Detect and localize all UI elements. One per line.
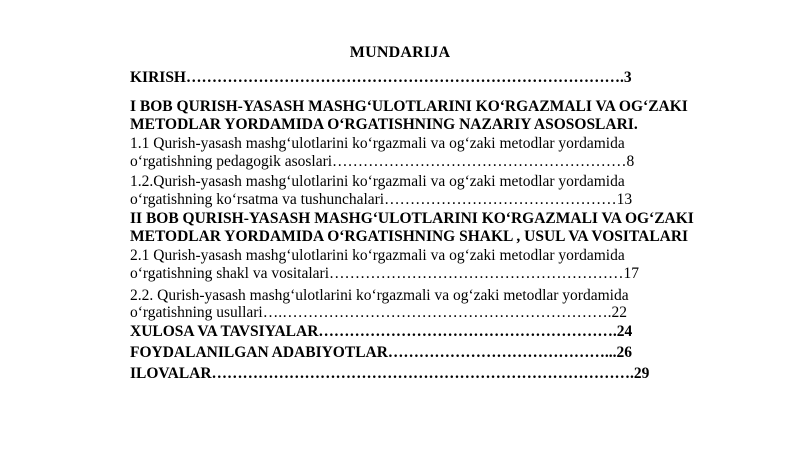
toc-entry-kirish: KIRISH………………………………………………………………………….3 [130, 69, 632, 86]
toc-section-2-2-line-1: 2.2. Qurish-yasash mashg‘ulotlarini ko‘rgazmali va og‘zaki metodlar yordamida [130, 287, 629, 304]
toc-section-2-1-line-2: o‘rgatishning shakl va vositalari…………………………………………………17 [130, 265, 640, 282]
toc-section-1-2-line-1: 1.2.Qurish-yasash mashg‘ulotlarini ko‘rgazmali va og‘zaki metodlar yordamida [130, 173, 625, 190]
toc-chapter-2-line-2: METODLAR YORDAMIDA O‘RGATISHNING SHAKL , USUL VA VOSITALARI [130, 228, 689, 245]
toc-section-1-2-line-2: o‘rgatishning ko‘rsatma va tushunchalari………………………………………13 [130, 191, 633, 208]
toc-section-1-1-line-1: 1.1 Qurish-yasash mashg‘ulotlarini ko‘rgazmali va og‘zaki metodlar yordamida [130, 135, 625, 152]
page-title: MUNDARIJA [349, 44, 451, 61]
toc-entry-xulosa: XULOSA VA TAVSIYALAR………………………………………………….24 [130, 323, 633, 340]
toc-section-1-1-line-2: o‘rgatishning pedagogik asoslari…………………………………………………8 [130, 153, 635, 170]
toc-entry-ilovalar: ILOVALAR……………………………………………………………………….29 [130, 365, 650, 382]
toc-entry-adabiyotlar: FOYDALANILGAN ADABIYOTLAR……………………………………...26 [130, 344, 633, 361]
toc-section-2-1-line-1: 2.1 Qurish-yasash mashg‘ulotlarini ko‘rgazmali va og‘zaki metodlar yordamida [130, 247, 625, 264]
toc-section-2-2-line-2: o‘rgatishning usullari….……………………………………………………….22 [130, 304, 627, 321]
toc-chapter-2-line-1: II BOB QURISH-YASASH MASHG‘ULOTLARINI KO‘RGAZMALI VA OG‘ZAKI [130, 210, 694, 227]
toc-chapter-1-line-2: METODLAR YORDAMIDA O‘RGATISHNING NAZARIY ASOSOSLARI. [130, 116, 638, 133]
toc-chapter-1-line-1: I BOB QURISH-YASASH MASHG‘ULOTLARINI KO‘RGAZMALI VA OG‘ZAKI [130, 98, 688, 115]
